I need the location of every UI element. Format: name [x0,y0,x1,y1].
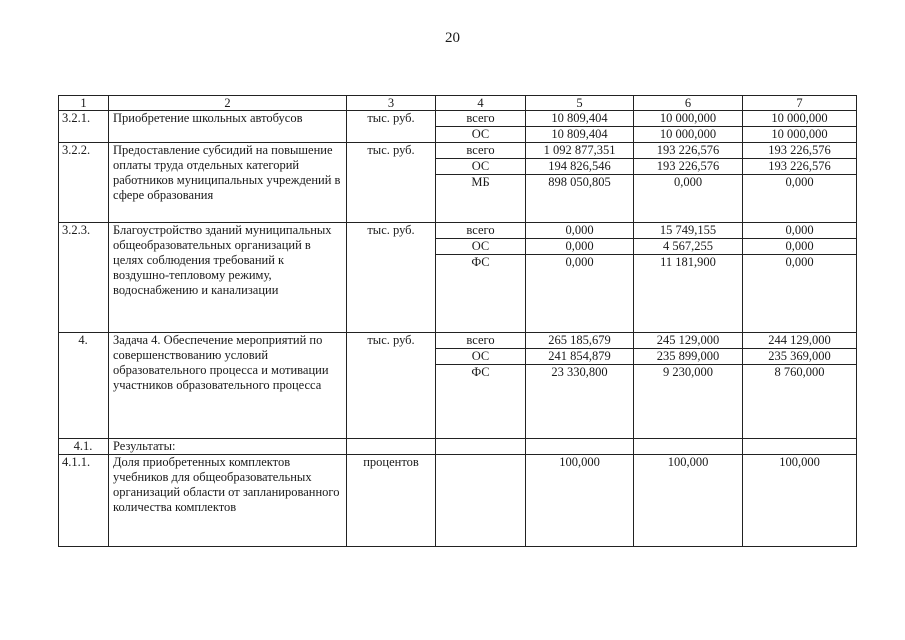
row-value-col6: 0,000 [634,175,743,223]
empty-cell [436,439,526,455]
row-number: 4. [59,333,109,439]
row-source: ФС [436,365,526,439]
row-number: 4.1.1. [59,455,109,547]
table-row [59,439,857,455]
row-source: ОС [436,349,526,365]
empty-cell [634,439,743,455]
row-value-col7: 100,000 [743,455,857,547]
row-value-col5: 100,000 [526,455,634,547]
table-row [59,333,857,349]
row-value-col5: 0,000 [526,223,634,239]
row-value-col5: 0,000 [526,239,634,255]
empty-cell [743,439,857,455]
row-source: ОС [436,239,526,255]
row-value-col7: 193 226,576 [743,143,857,159]
row-name: Доля приобретенных комплектов учебников для общеобразовательных организаций области от запланированного количества комплектов [109,455,347,547]
row-value-col7: 8 760,000 [743,365,857,439]
row-value-col6: 10 000,000 [634,127,743,143]
header-col-6: 6 [634,96,743,111]
row-value-col5: 23 330,800 [526,365,634,439]
row-source: ОС [436,127,526,143]
row-value-col5: 265 185,679 [526,333,634,349]
row-value-col5: 10 809,404 [526,111,634,127]
row-value-col5: 10 809,404 [526,127,634,143]
table-row [59,223,857,239]
header-col-1: 1 [59,96,109,111]
header-col-7: 7 [743,96,857,111]
row-name: Предоставление субсидий на повышение оплаты труда отдельных категорий работников муниципальных учреждений в сфере образования [109,143,347,223]
row-unit: тыс. руб. [347,143,436,223]
row-number: 3.2.3. [59,223,109,333]
row-value-col6: 245 129,000 [634,333,743,349]
header-row [59,96,857,111]
row-value-col6: 4 567,255 [634,239,743,255]
row-value-col7: 0,000 [743,255,857,333]
row-source: всего [436,143,526,159]
row-value-col6: 100,000 [634,455,743,547]
row-value-col7: 0,000 [743,175,857,223]
row-value-col6: 235 899,000 [634,349,743,365]
row-number: 3.2.2. [59,143,109,223]
header-col-4: 4 [436,96,526,111]
row-source: всего [436,111,526,127]
row-value-col6: 15 749,155 [634,223,743,239]
row-value-col7: 235 369,000 [743,349,857,365]
row-value-col6: 11 181,900 [634,255,743,333]
header-col-2: 2 [109,96,347,111]
page-number: 20 [445,30,460,46]
row-unit: тыс. руб. [347,111,436,143]
header-col-5: 5 [526,96,634,111]
row-name: Благоустройство зданий муниципальных общеобразовательных организаций в целях соблюдения требований к воздушно-тепловому режиму, водоснабжению и канализации [109,223,347,333]
row-value-col7: 10 000,000 [743,127,857,143]
row-value-col7: 0,000 [743,223,857,239]
budget-table [58,95,857,547]
results-label: Результаты: [109,439,347,455]
row-unit: тыс. руб. [347,223,436,333]
row-name: Приобретение школьных автобусов [109,111,347,143]
row-value-col7: 0,000 [743,239,857,255]
row-value-col6: 10 000,000 [634,111,743,127]
row-value-col6: 193 226,576 [634,159,743,175]
row-value-col5: 0,000 [526,255,634,333]
row-source: всего [436,223,526,239]
row-source: МБ [436,175,526,223]
row-source: ОС [436,159,526,175]
row-value-col7: 10 000,000 [743,111,857,127]
row-number: 3.2.1. [59,111,109,143]
row-value-col7: 244 129,000 [743,333,857,349]
row-unit: тыс. руб. [347,333,436,439]
row-value-col6: 9 230,000 [634,365,743,439]
row-value-col5: 898 050,805 [526,175,634,223]
row-value-col7: 193 226,576 [743,159,857,175]
table-row [59,455,857,547]
table-row [59,143,857,159]
row-unit: процентов [347,455,436,547]
row-source: ФС [436,255,526,333]
row-value-col5: 1 092 877,351 [526,143,634,159]
row-value-col5: 241 854,879 [526,349,634,365]
row-value-col5: 194 826,546 [526,159,634,175]
empty-cell [347,439,436,455]
empty-cell [526,439,634,455]
row-source: всего [436,333,526,349]
header-col-3: 3 [347,96,436,111]
row-name: Задача 4. Обеспечение мероприятий по совершенствованию условий образовательного процесса и мотивации участников образовательного процесса [109,333,347,439]
row-value-col6: 193 226,576 [634,143,743,159]
row-number: 4.1. [59,439,109,455]
empty-cell [436,455,526,547]
table-row [59,111,857,127]
